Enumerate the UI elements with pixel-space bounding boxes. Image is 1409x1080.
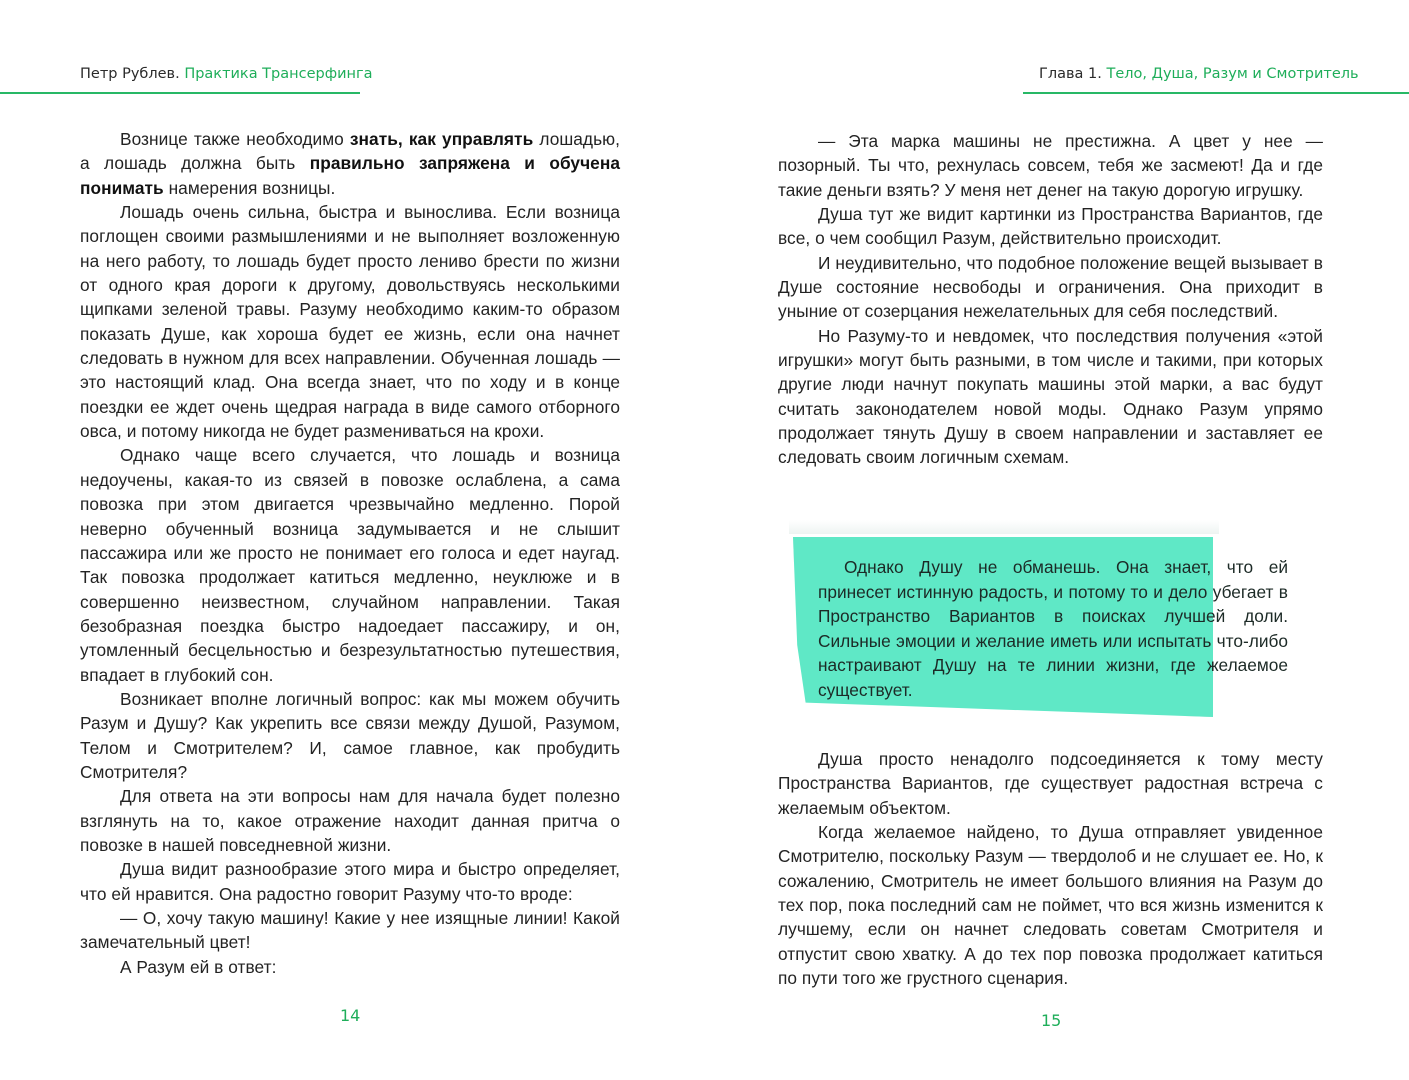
right-page <box>705 0 1409 1080</box>
dialogue-line: — О, хочу такую машину! Какие у нее изящные линии! Какой замечательный цвет! <box>80 908 620 953</box>
header-book-title: Практика Трансерфинга <box>184 66 373 82</box>
header-chapter: Глава 1. <box>1039 66 1102 82</box>
paragraph: Душа просто ненадолго подсоединяется к тому месту Пространства Вариантов, где существует радостная встреча с желаемым объектом. <box>778 749 1323 818</box>
callout-paper-shadow <box>789 520 1219 534</box>
text-run: лошадью, а лошадь должна быть <box>80 129 620 174</box>
page-number-left: 14 <box>340 1006 361 1025</box>
page-number-right: 15 <box>1041 1011 1062 1030</box>
left-page-body <box>80 127 620 979</box>
right-page-body-bottom <box>778 747 1323 990</box>
callout-paragraph: Однако Душу не обманешь. Она знает, что ей принесет истинную радость, и потому то и дело убегает в Пространство Вариантов в поисках лучшей доли. Сильные эмоции и желание иметь или испытать что-либо настраивают Душу на те линии жизни, где желаемое существует. <box>818 557 1288 700</box>
header-chapter-title: Тело, Душа, Разум и Смотритель <box>1106 66 1359 82</box>
paragraph: Душа тут же видит картинки из Пространства Вариантов, где все, о чем сообщил Разум, действительно происходит. <box>778 204 1323 249</box>
text-run: Вознице также необходимо <box>120 129 350 149</box>
bold-text-run: знать, как управлять <box>349 129 534 149</box>
callout-text <box>818 555 1288 703</box>
header-rule-left <box>0 92 360 94</box>
running-header-right <box>1039 66 1359 82</box>
header-author: Петр Рублев. <box>80 66 180 82</box>
paragraph: Однако чаще всего случается, что лошадь и возница недоучены, какая-то из связей в повозке ослаблена, а сама повозка при этом двигается чрезвычайно медленно. Порой неверно обученный возница задумывается и не слышит пассажира или же просто не понимает его голоса и едет наугад. Так повозка продолжает катиться медленно, неуклюже и в совершенно неизвестном, случайном направлении. Такая безобразная поездка быстро надоедает пассажиру, и он, утомленный бесцельностью и безрезультатностью путешествия, впадает в глубокий сон. <box>80 445 620 685</box>
paragraph: А Разум ей в ответ: <box>120 956 277 977</box>
paragraph: Возникает вполне логичный вопрос: как мы можем обучить Разум и Душу? Как укрепить все связи между Душой, Разумом, Телом и Смотрителем? И, самое главное, как пробудить Смотрителя? <box>80 688 620 782</box>
paragraph <box>80 127 620 200</box>
paragraph: Для ответа на эти вопросы нам для начала будет полезно взглянуть на то, какое отражение находит данная притча о повозке в нашей повседневной жизни. <box>80 786 620 855</box>
left-page <box>0 0 700 1080</box>
text-run: намерения возницы. <box>163 177 336 198</box>
header-rule-right <box>1023 92 1409 94</box>
paragraph: И неудивительно, что подобное положение вещей вызывает в Душе состояние несвободы и ограничения. Она приходит в уныние от созерцания нежелательных для себя последствий. <box>778 252 1323 322</box>
right-page-body-top <box>778 129 1323 470</box>
paragraph: Душа видит разнообразие этого мира и быстро определяет, что ей нравится. Она радостно говорит Разуму что-то вроде: <box>80 859 620 904</box>
paragraph: Лошадь очень сильна, быстра и вынослива. Если возница поглощен своими размышлениями и не выполняет возложенную на него работу, то лошадь будет просто лениво брести по жизни от одного края дороги к другому, довольствуясь несколькими щипками зеленой травы. Разуму необходимо каким-то образом показать Душе, как хороша будет ее жизнь, если она начнет следовать в нужном для всех направлении. Обученная лошадь — это настоящий клад. Она всегда знает, что по ходу и в конце поездки ее ждет очень щедрая награда в виде самого отборного овса, и потому никогда не будет размениваться на крохи. <box>80 202 620 442</box>
bold-text-run: правильно запряжена и обучена понимать <box>80 153 620 198</box>
dialogue-line: — Эта марка машины не престижна. А цвет у нее — позорный. Ты что, рехнулась совсем, тебя же засмеют! Да и где такие деньги взять? У меня нет денег на такую дорогую игрушку. <box>778 131 1323 200</box>
paragraph: Но Разуму-то и невдомек, что последствия получения «этой игрушки» могут быть разными, в том числе и такими, при которых другие люди начнут покупать машины этой марки, а вас будут считать законодателем новой моды. Однако Разум упрямо продолжает тянуть Душу в своем направлении и заставляет ее следовать своим логичным схемам. <box>778 325 1323 468</box>
running-header-left <box>80 66 373 82</box>
paragraph: Когда желаемое найдено, то Душа отправляет увиденное Смотрителю, поскольку Разум — твердолоб и не слушает ее. Но, к сожалению, Смотритель не имеет большого влияния на Разум до тех пор, пока последний сам не поймет, что вся жизнь изменится к лучшему, если он начнет следовать советам Смотрителя и отпустит свою хватку. А до тех пор повозка продолжает катиться по пути того же грустного сценария. <box>778 822 1323 989</box>
